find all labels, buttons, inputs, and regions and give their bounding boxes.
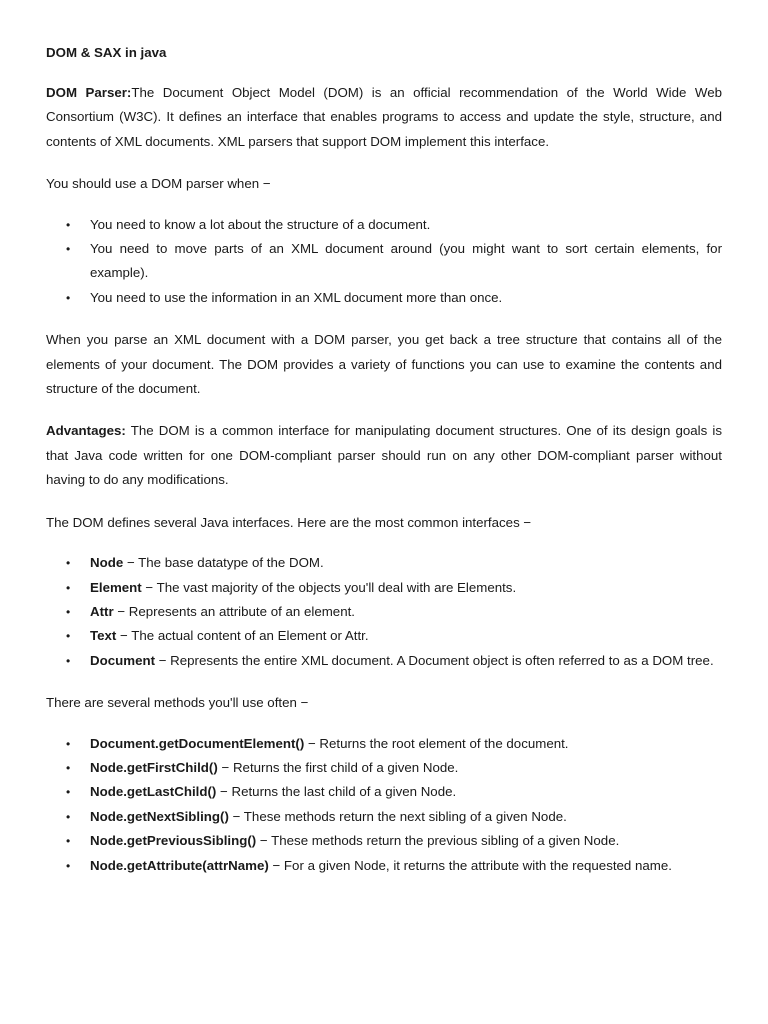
list-item <box>46 649 722 673</box>
method-name: Document.getDocumentElement() <box>90 735 305 751</box>
tree-paragraph: When you parse an XML document with a DOM parser, you get back a tree structure that contains all of the elements of your document. The DOM provides a variety of functions you can use to examine the contents and structure of the document. <box>46 332 722 397</box>
interface-desc: − The actual content of an Element or Attr. <box>116 628 369 644</box>
methods-list <box>46 732 722 878</box>
methods-intro: There are several methods you'll use often − <box>46 695 309 711</box>
list-item <box>46 600 722 624</box>
list-item <box>46 576 722 600</box>
list-item <box>46 756 722 780</box>
list-item: • You need to move parts of an XML document around (you might want to sort certain elements, for example). <box>46 237 722 286</box>
interface-desc: − The base datatype of the DOM. <box>123 555 324 571</box>
dom-parser-paragraph <box>46 81 722 154</box>
method-desc: − Returns the root element of the document. <box>304 735 569 751</box>
advantages-paragraph <box>46 419 722 492</box>
interface-desc: − The vast majority of the objects you'll deal with are Elements. <box>141 579 517 595</box>
interface-desc: − Represents the entire XML document. A Document object is often referred to as a DOM tree. <box>155 652 714 668</box>
advantages-label: Advantages: <box>46 423 126 439</box>
advantages-text: The DOM is a common interface for manipulating document structures. One of its design goals is that Java code written for one DOM-compliant parser should run on any other DOM-compliant parser without having to do any modifications. <box>46 423 722 488</box>
list-item <box>46 732 722 756</box>
document-title: DOM & SAX in java <box>46 45 167 60</box>
use-cases-list <box>46 213 722 311</box>
method-desc: − These methods return the previous sibling of a given Node. <box>256 833 620 849</box>
list-item <box>46 829 722 853</box>
method-name: Node.getPreviousSibling() <box>90 833 257 849</box>
method-desc: − These methods return the next sibling of a given Node. <box>228 808 567 824</box>
interfaces-list <box>46 551 722 673</box>
list-item: • You need to use the information in an XML document more than once. <box>46 286 722 310</box>
interface-name: Node <box>90 555 124 571</box>
list-item <box>46 624 722 648</box>
use-when-paragraph: You should use a DOM parser when − <box>46 176 271 192</box>
method-name: Node.getFirstChild() <box>90 759 218 775</box>
list-item: • You need to know a lot about the structure of a document. <box>46 213 722 237</box>
list-item <box>46 551 722 575</box>
dom-parser-label: DOM Parser: <box>46 85 132 100</box>
interface-name: Text <box>90 628 117 644</box>
method-name: Node.getLastChild() <box>90 784 217 800</box>
interfaces-intro: The DOM defines several Java interfaces. Here are the most common interfaces − <box>46 514 532 530</box>
method-name: Node.getAttribute(attrName) <box>90 857 269 873</box>
interface-name: Document <box>90 652 156 668</box>
interface-name: Attr <box>90 603 114 619</box>
method-desc: − For a given Node, it returns the attribute with the requested name. <box>268 857 672 873</box>
method-desc: − Returns the first child of a given Node. <box>217 759 459 775</box>
interface-name: Element <box>90 579 142 595</box>
dom-parser-text: The Document Object Model (DOM) is an official recommendation of the World Wide Web Consortium (W3C). It defines an interface that enables programs to access and update the style, structure, and contents of XML documents. XML parsers that support DOM implement this interface. <box>46 85 722 149</box>
method-name: Node.getNextSibling() <box>90 808 229 824</box>
list-item <box>46 854 722 878</box>
list-item <box>46 805 722 829</box>
interface-desc: − Represents an attribute of an element. <box>113 603 355 619</box>
method-desc: − Returns the last child of a given Node. <box>216 784 457 800</box>
list-item <box>46 780 722 804</box>
